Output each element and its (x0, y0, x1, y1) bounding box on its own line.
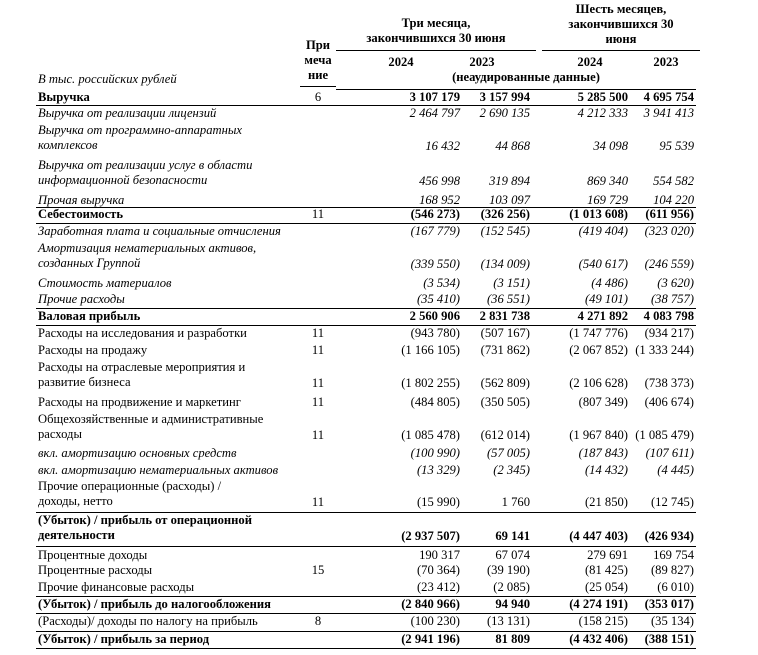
value-q2-2023: 1 760 (501, 495, 530, 509)
row-label: (Убыток) / прибыль за период (38, 632, 210, 646)
table-rule (336, 89, 696, 90)
row-label (38, 479, 221, 509)
table-row (36, 632, 696, 649)
table-row (36, 360, 696, 394)
value-q2-2024: 3 107 179 (409, 90, 460, 104)
value-h1-2023: 3 941 413 (643, 106, 694, 120)
table-row (36, 395, 696, 411)
table-rule (36, 223, 696, 224)
value-h1-2024: 4 271 892 (577, 309, 628, 323)
row-label: Прочая выручка (38, 193, 125, 207)
table-row (36, 597, 696, 613)
table-row (36, 224, 696, 240)
year-2024-three-months: 2024 (388, 55, 414, 69)
value-h1-2023: (1 085 479) (635, 428, 694, 442)
note-ref: 11 (311, 343, 325, 357)
value-q2-2024: (15 990) (416, 495, 460, 509)
six-months-header-line: июня (605, 32, 637, 46)
value-h1-2024: 4 212 333 (577, 106, 628, 120)
divider (542, 50, 700, 51)
value-q2-2024: (1 802 255) (401, 376, 460, 390)
value-q2-2023: (326 256) (480, 207, 530, 221)
value-q2-2023: (731 862) (480, 343, 530, 357)
value-q2-2024: 456 998 (419, 174, 460, 188)
value-h1-2023: (406 674) (644, 395, 694, 409)
year-2023-six-months: 2023 (653, 55, 679, 69)
row-label-line: доходы, нетто (38, 494, 113, 508)
value-q2-2023: (57 005) (486, 446, 530, 460)
row-label: Прочие финансовые расходы (38, 580, 195, 594)
value-q2-2023: (36 551) (486, 292, 530, 306)
value-h1-2023: (246 559) (644, 257, 694, 271)
table-row (36, 563, 696, 579)
row-label-line: (Убыток) / прибыль от операционной (38, 513, 252, 527)
value-q2-2024: 168 952 (419, 193, 460, 207)
value-q2-2023: 103 097 (489, 193, 530, 207)
table-row (36, 123, 696, 157)
value-h1-2023: 169 754 (653, 548, 694, 562)
value-q2-2023: (3 151) (493, 276, 530, 290)
row-label-line: Выручка от реализации услуг в области (38, 158, 253, 172)
table-row (36, 241, 696, 275)
table-row (36, 513, 696, 547)
value-q2-2024: (23 412) (416, 580, 460, 594)
value-q2-2024: (70 364) (416, 563, 460, 577)
table-rule (36, 207, 696, 208)
note-column-header (298, 38, 338, 83)
row-label: (Убыток) / прибыль до налогообложения (38, 597, 271, 611)
value-h1-2024: (4 486) (591, 276, 628, 290)
note-ref: 15 (311, 563, 325, 577)
value-h1-2024: (21 850) (584, 495, 628, 509)
row-label: Расходы на продажу (38, 343, 148, 357)
value-h1-2024: (1 013 608) (569, 207, 628, 221)
table-row (36, 343, 696, 359)
value-q2-2024: 2 464 797 (409, 106, 460, 120)
table-row (36, 614, 696, 630)
note-ref: 11 (311, 207, 325, 221)
note-ref: 11 (311, 495, 325, 509)
value-q2-2023: (152 545) (480, 224, 530, 238)
six-months-header (542, 2, 700, 47)
table-row (36, 580, 696, 596)
value-h1-2024: 279 691 (587, 548, 628, 562)
value-q2-2024: (2 941 196) (401, 632, 460, 646)
divider (336, 50, 536, 51)
table-rule (36, 325, 696, 326)
table-rule (36, 596, 696, 597)
note-ref: 11 (311, 428, 325, 442)
table-row (36, 106, 696, 122)
row-label (38, 412, 263, 442)
note-ref: 11 (311, 376, 325, 390)
value-q2-2023: 67 074 (495, 548, 530, 562)
row-label: Процентные доходы (38, 548, 148, 562)
table-rule (36, 648, 696, 649)
value-q2-2024: 2 560 906 (409, 309, 460, 323)
value-h1-2024: 34 098 (593, 139, 628, 153)
row-label (38, 360, 245, 390)
value-h1-2023: (388 151) (644, 632, 694, 646)
row-label-line: Общехозяйственные и административные (38, 412, 264, 426)
value-h1-2024: (25 054) (584, 580, 628, 594)
value-h1-2023: (3 620) (657, 276, 694, 290)
row-label: Расходы на продвижение и маркетинг (38, 395, 241, 409)
note-ref: 6 (314, 90, 322, 104)
value-q2-2023: 69 141 (495, 529, 530, 543)
table-row (36, 548, 696, 563)
three-months-header-line: закончившихся 30 июня (366, 31, 506, 45)
row-label: Себестоимость (38, 207, 124, 221)
value-h1-2024: 169 729 (587, 193, 628, 207)
value-q2-2023: (2 085) (493, 580, 530, 594)
row-label-line: развитие бизнеса (38, 375, 131, 389)
value-q2-2023: (350 505) (480, 395, 530, 409)
table-row (36, 412, 696, 446)
note-header-rule (300, 86, 336, 87)
value-q2-2024: (546 273) (410, 207, 460, 221)
table-rule (36, 546, 696, 547)
value-q2-2024: 190 317 (419, 548, 460, 562)
value-h1-2024: (14 432) (584, 463, 628, 477)
table-row (36, 90, 696, 106)
value-h1-2023: (426 934) (644, 529, 694, 543)
value-h1-2024: 869 340 (587, 174, 628, 188)
table-row (36, 309, 696, 325)
note-ref: 11 (311, 395, 325, 409)
year-2023-three-months: 2023 (469, 55, 495, 69)
unaudited-label: (неаудированные данные) (452, 70, 600, 84)
row-label: вкл. амортизацию основных средств (38, 446, 237, 460)
value-h1-2023: (107 611) (645, 446, 694, 460)
value-q2-2023: 94 940 (495, 597, 530, 611)
row-label: Расходы на исследования и разработки (38, 326, 247, 340)
row-label-line: Выручка от программно-аппаратных (38, 123, 242, 137)
value-h1-2023: 4 695 754 (643, 90, 694, 104)
value-h1-2024: (540 617) (578, 257, 628, 271)
value-q2-2024: (100 990) (410, 446, 460, 460)
row-label: Валовая прибыль (38, 309, 141, 323)
row-label (38, 158, 252, 188)
row-label-line: Прочие операционные (расходы) / (38, 479, 222, 493)
table-rule (36, 512, 696, 513)
value-h1-2024: (81 425) (584, 563, 628, 577)
value-q2-2023: 81 809 (495, 632, 530, 646)
value-h1-2024: (4 432 406) (569, 632, 628, 646)
value-q2-2023: (39 190) (486, 563, 530, 577)
value-h1-2023: (353 017) (644, 597, 694, 611)
note-ref: 11 (311, 326, 325, 340)
six-months-header-line: закончившихся 30 (568, 17, 674, 31)
value-h1-2024: (2 106 628) (569, 376, 628, 390)
value-h1-2024: (1 747 776) (569, 326, 628, 340)
three-months-header (336, 16, 536, 46)
value-q2-2024: (339 550) (410, 257, 460, 271)
value-h1-2023: (738 373) (644, 376, 694, 390)
value-q2-2023: 319 894 (489, 174, 530, 188)
value-h1-2023: 4 083 798 (643, 309, 694, 323)
value-q2-2023: (507 167) (480, 326, 530, 340)
value-q2-2024: (2 840 966) (401, 597, 460, 611)
table-rule (36, 105, 696, 106)
value-h1-2023: (4 445) (657, 463, 694, 477)
row-label: Выручка (38, 90, 90, 104)
value-h1-2024: (2 067 852) (569, 343, 628, 357)
row-label: Стоимость материалов (38, 276, 172, 290)
value-h1-2023: 104 220 (653, 193, 694, 207)
row-label-line: Амортизация нематериальных активов, (38, 241, 257, 255)
value-h1-2023: (323 020) (644, 224, 694, 238)
value-q2-2024: (1 166 105) (401, 343, 460, 357)
note-ref: 8 (314, 614, 322, 628)
value-q2-2024: (100 230) (410, 614, 460, 628)
value-h1-2023: (6 010) (657, 580, 694, 594)
value-q2-2023: (612 014) (480, 428, 530, 442)
value-q2-2023: 3 157 994 (479, 90, 530, 104)
table-row (36, 463, 696, 479)
value-q2-2023: (562 809) (480, 376, 530, 390)
value-q2-2023: (13 131) (486, 614, 530, 628)
value-h1-2023: (1 333 244) (635, 343, 694, 357)
value-h1-2023: (38 757) (650, 292, 694, 306)
value-h1-2024: (4 447 403) (569, 529, 628, 543)
units-label: В тыс. российских рублей (38, 72, 177, 86)
value-q2-2024: (3 534) (423, 276, 460, 290)
value-q2-2024: (484 805) (410, 395, 460, 409)
value-h1-2024: (49 101) (584, 292, 628, 306)
value-h1-2023: 95 539 (659, 139, 694, 153)
value-q2-2024: (167 779) (410, 224, 460, 238)
note-header-line: меча (304, 53, 332, 67)
value-q2-2023: 2 831 738 (479, 309, 530, 323)
table-row (36, 207, 696, 223)
table-row (36, 446, 696, 462)
six-months-header-line: Шесть месяцев, (575, 2, 667, 16)
row-label: вкл. амортизацию нематериальных активов (38, 463, 279, 477)
note-header-line: При (305, 38, 331, 52)
value-q2-2023: 2 690 135 (479, 106, 530, 120)
value-h1-2023: (89 827) (650, 563, 694, 577)
value-h1-2024: (419 404) (578, 224, 628, 238)
table-rule (36, 308, 696, 309)
row-label: Заработная плата и социальные отчисления (38, 224, 281, 238)
value-h1-2024: (1 967 840) (569, 428, 628, 442)
value-h1-2023: (35 134) (650, 614, 694, 628)
value-h1-2024: (4 274 191) (569, 597, 628, 611)
table-rule (36, 631, 696, 632)
value-h1-2024: (158 215) (578, 614, 628, 628)
table-row (36, 292, 696, 308)
value-q2-2024: (2 937 507) (401, 529, 460, 543)
note-header-line: ние (307, 68, 329, 82)
value-q2-2023: (134 009) (480, 257, 530, 271)
value-h1-2023: (611 956) (645, 207, 694, 221)
row-label (38, 513, 252, 543)
row-label-line: информационной безопасности (38, 173, 208, 187)
value-q2-2024: (943 780) (410, 326, 460, 340)
value-q2-2024: 16 432 (425, 139, 460, 153)
row-label-line: созданных Группой (38, 256, 141, 270)
value-h1-2024: 5 285 500 (577, 90, 628, 104)
row-label-line: Расходы на отраслевые мероприятия и (38, 360, 246, 374)
value-q2-2024: (1 085 478) (401, 428, 460, 442)
row-label-line: расходы (38, 427, 82, 441)
value-h1-2023: (12 745) (650, 495, 694, 509)
three-months-header-line: Три месяца, (401, 16, 471, 30)
row-label-line: комплексов (38, 138, 98, 152)
row-label (38, 123, 242, 153)
value-h1-2024: (187 843) (578, 446, 628, 460)
table-rule (36, 613, 696, 614)
value-q2-2024: (13 329) (416, 463, 460, 477)
table-row (36, 276, 696, 292)
value-h1-2024: (807 349) (578, 395, 628, 409)
value-q2-2023: (2 345) (493, 463, 530, 477)
table-row (36, 193, 696, 208)
row-label: (Расходы)/ доходы по налогу на прибыль (38, 614, 258, 628)
value-q2-2023: 44 868 (495, 139, 530, 153)
table-row (36, 158, 696, 192)
table-row (36, 479, 696, 513)
table-row (36, 326, 696, 342)
value-h1-2023: (934 217) (644, 326, 694, 340)
value-q2-2024: (35 410) (416, 292, 460, 306)
row-label: Выручка от реализации лицензий (38, 106, 217, 120)
value-h1-2023: 554 582 (653, 174, 694, 188)
row-label: Прочие расходы (38, 292, 125, 306)
row-label (38, 241, 256, 271)
row-label-line: деятельности (38, 528, 115, 542)
year-2024-six-months: 2024 (577, 55, 603, 69)
row-label: Процентные расходы (38, 563, 153, 577)
